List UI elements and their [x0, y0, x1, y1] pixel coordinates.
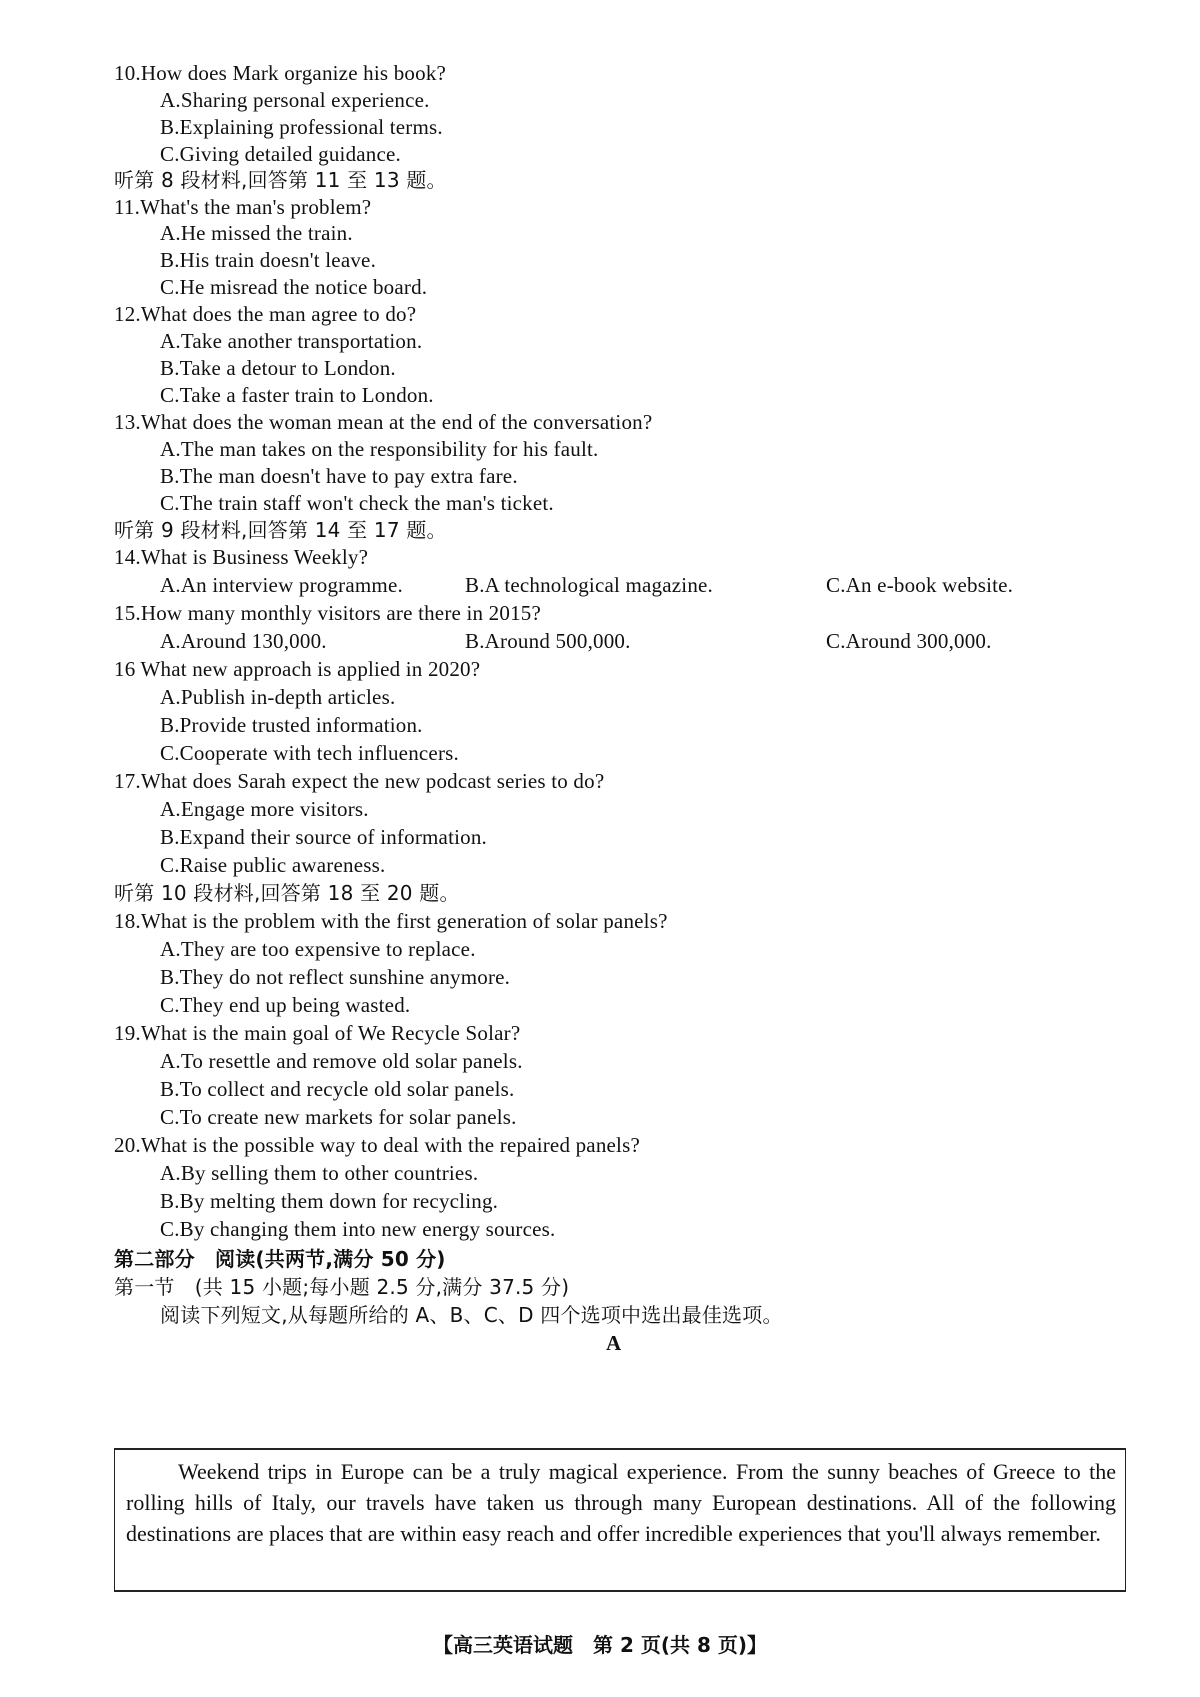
question-19-option-a: A.To resettle and remove old solar panels.: [160, 1049, 523, 1073]
page-footer: 【高三英语试题 第 2 页(共 8 页)】: [433, 1633, 767, 1657]
question-12-option-a: A.Take another transportation.: [160, 329, 423, 353]
instruction-segment-9: 听第 9 段材料,回答第 14 至 17 题。: [114, 518, 447, 542]
question-16-option-b: B.Provide trusted information.: [160, 713, 423, 737]
question-16-option-c: C.Cooperate with tech influencers.: [160, 741, 459, 765]
question-18-stem: 18.What is the problem with the first generation of solar panels?: [114, 909, 668, 933]
part-2-title: 第二部分 阅读(共两节,满分 50 分): [114, 1247, 446, 1271]
question-10-option-c: C.Giving detailed guidance.: [160, 142, 402, 166]
instruction-segment-10: 听第 10 段材料,回答第 18 至 20 题。: [114, 881, 460, 905]
question-13-option-a: A.The man takes on the responsibility for his fault.: [160, 437, 599, 461]
question-13-option-c: C.The train staff won't check the man's ticket.: [160, 491, 554, 515]
question-19-option-b: B.To collect and recycle old solar panels.: [160, 1077, 515, 1101]
question-15-option-c: C.Around 300,000.: [826, 629, 992, 653]
reading-directions: 阅读下列短文,从每题所给的 A、B、C、D 四个选项中选出最佳选项。: [160, 1303, 783, 1327]
passage-a-text: Weekend trips in Europe can be a truly magical experience. From the sunny beaches of Greece to the rolling hills of Italy, our travels have taken us through many European destinations. All of the following destinations are places that are within easy reach and offer incredible experiences that you'll always remember.: [126, 1459, 1116, 1546]
question-18-option-c: C.They end up being wasted.: [160, 993, 411, 1017]
passage-label: A: [606, 1331, 622, 1355]
question-11-option-c: C.He misread the notice board.: [160, 275, 428, 299]
question-12-option-c: C.Take a faster train to London.: [160, 383, 434, 407]
question-10-option-a: A.Sharing personal experience.: [160, 88, 430, 112]
question-18-option-a: A.They are too expensive to replace.: [160, 937, 476, 961]
question-16-option-a: A.Publish in-depth articles.: [160, 685, 396, 709]
question-20-option-c: C.By changing them into new energy sources.: [160, 1217, 556, 1241]
question-17-option-c: C.Raise public awareness.: [160, 853, 386, 877]
question-13-stem: 13.What does the woman mean at the end of the conversation?: [114, 410, 653, 434]
section-1-heading: 第一节 (共 15 小题;每小题 2.5 分,满分 37.5 分): [114, 1275, 570, 1299]
question-17-stem: 17.What does Sarah expect the new podcast series to do?: [114, 769, 605, 793]
question-19-option-c: C.To create new markets for solar panels.: [160, 1105, 517, 1129]
question-13-option-b: B.The man doesn't have to pay extra fare.: [160, 464, 518, 488]
question-16-stem: 16 What new approach is applied in 2020?: [114, 657, 481, 681]
question-14-option-b: B.A technological magazine.: [465, 573, 713, 597]
question-11-option-a: A.He missed the train.: [160, 221, 353, 245]
instruction-segment-8: 听第 8 段材料,回答第 11 至 13 题。: [114, 168, 447, 192]
question-20-option-b: B.By melting them down for recycling.: [160, 1189, 499, 1213]
question-15-option-b: B.Around 500,000.: [465, 629, 631, 653]
question-12-option-b: B.Take a detour to London.: [160, 356, 396, 380]
question-12-stem: 12.What does the man agree to do?: [114, 302, 417, 326]
question-10-option-b: B.Explaining professional terms.: [160, 115, 443, 139]
question-11-stem: 11.What's the man's problem?: [114, 195, 372, 219]
question-18-option-b: B.They do not reflect sunshine anymore.: [160, 965, 511, 989]
question-17-option-b: B.Expand their source of information.: [160, 825, 487, 849]
question-20-stem: 20.What is the possible way to deal with the repaired panels?: [114, 1133, 640, 1157]
question-15-stem: 15.How many monthly visitors are there in 2015?: [114, 601, 541, 625]
question-17-option-a: A.Engage more visitors.: [160, 797, 369, 821]
question-10-stem: 10.How does Mark organize his book?: [114, 61, 447, 85]
question-15-option-a: A.Around 130,000.: [160, 629, 327, 653]
question-19-stem: 19.What is the main goal of We Recycle Solar?: [114, 1021, 521, 1045]
question-11-option-b: B.His train doesn't leave.: [160, 248, 377, 272]
question-14-option-a: A.An interview programme.: [160, 573, 403, 597]
question-20-option-a: A.By selling them to other countries.: [160, 1161, 479, 1185]
question-14-stem: 14.What is Business Weekly?: [114, 545, 369, 569]
question-14-option-c: C.An e-book website.: [826, 573, 1014, 597]
